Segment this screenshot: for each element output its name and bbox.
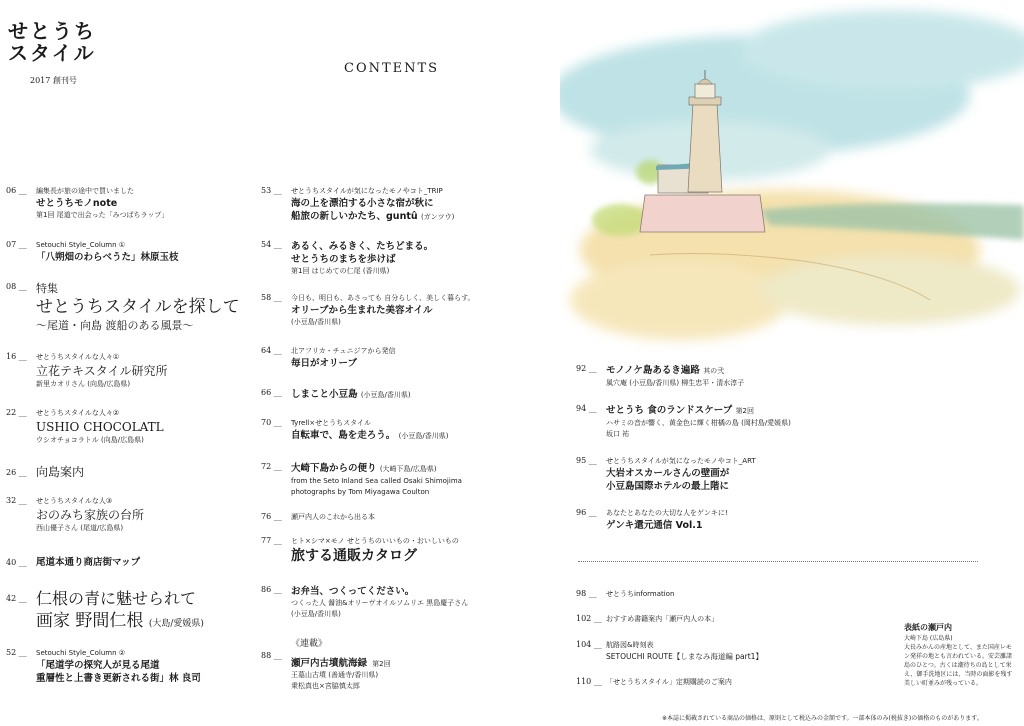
page-number: 77 __ [261,536,282,545]
page-number: 104 __ [576,640,602,649]
entry-sub: 「せとうちスタイル」定期購読のご案内 [606,678,732,686]
entry-sub: 今日も、明日も、あさっても 自分らしく、美しく暮らす。 [291,294,475,302]
page-number: 86 __ [261,585,282,594]
section-divider [578,561,978,562]
entry-note-2: 坂口 祐 [606,430,630,438]
entry-title: 向島案内 [36,465,85,479]
price-footnote: ※本誌に掲載されている商品の価格は、原則として税込みの金額です。一部本体のみ(税抜き)の価格のものがあります。 [662,715,983,722]
entry-note-2: photographs by Tom Miyagawa Coulton [291,488,430,496]
logo-line-2: スタイル [8,41,96,65]
entry-sub: Setouchi Style_Column ① [36,241,126,249]
page-number: 32 __ [6,496,27,505]
toc-entry[interactable] [6,496,145,534]
entry-title: モノノケ島あるき遍路 [606,365,700,376]
cover-note-title: 表紙の瀬戸内 [904,623,952,632]
entry-title-2: 船旅の新しいかたち、guntû [291,211,418,222]
entry-sub: 北アフリカ・チュニジアから発信 [291,347,396,355]
entry-title: しまこと小豆島 [291,389,358,400]
entry-note: 第1回 はじめての仁尾 (香川県) [291,267,390,275]
entry-title: 毎日がオリーブ [291,358,358,369]
entry-title-note: 其の弐 [703,367,725,375]
entry-title: 「八朔畑のわらべうた」林原玉枝 [36,252,179,263]
page-number: 06 __ [6,186,27,195]
toc-entry[interactable] [6,464,85,480]
page-number: 76 __ [261,512,282,521]
toc-entry[interactable] [576,677,732,688]
toc-entry[interactable] [6,556,141,569]
page-number: 96 __ [576,508,597,517]
lighthouse-illustration [560,0,1024,360]
entry-title-note: (大崎下島/広島県) [379,465,437,473]
page-number: 88 __ [261,651,282,660]
toc-entry[interactable] [6,648,201,685]
entry-title: 瀬戸内古墳航海録 [291,658,368,669]
toc-entry[interactable] [576,404,791,440]
toc-entry[interactable] [261,536,459,565]
page-number: 58 __ [261,293,282,302]
entry-sub: せとうちスタイルが気になったモノやコト_TRIP [291,187,443,195]
entry-note: ハサミの音が響く、黄金色に輝く柑橘の島 (岡村島/愛媛県) [606,419,791,427]
page-number: 54 __ [261,240,282,249]
entry-title: 海の上を漂泊する小さな宿が秋に [291,198,434,209]
entry-sub: せとうちinformation [606,590,675,598]
page-number: 92 __ [576,364,597,373]
toc-entry[interactable] [6,408,164,446]
page-number: 98 __ [576,589,597,598]
toc-entry[interactable] [576,456,756,493]
entry-title: USHIO CHOCOLATL [36,420,164,434]
toc-entry[interactable] [261,388,411,402]
entry-title: SETOUCHI ROUTE【しまなみ海道編 part1】 [606,652,763,661]
entry-note: 第1回 尾道で出会った「みつばちラップ」 [36,211,169,219]
entry-note: 風穴庵 (小豆島/香川県) 柳生忠平・清水淳子 [606,379,745,387]
entry-title: せとうちスタイルを探して [36,297,240,317]
page-number: 94 __ [576,404,597,413]
entry-sub: せとうちスタイルな人々② [36,409,120,417]
entry-title: おのみち家族の台所 [36,508,145,522]
page-number: 07 __ [6,240,27,249]
entry-title: 「尾道学の探究人が見る尾道 [36,660,160,671]
page-number: 22 __ [6,408,27,417]
entry-note: 王墓山古墳 (善通寺/香川県) [291,671,379,679]
cover-note-text: 大崎下島 (広島県) 大長みかんの産地として、また国産レモン発祥の地とも言われている。安芸灘諸島のひとつ。古くは潮待ちの島として栄え、御手洗地区には、当時の面影を残す美しい町並みが残っている。 [904,635,1013,687]
toc-entry[interactable] [261,293,475,328]
entry-title: 尾道本通り商店街マップ [36,557,141,568]
entry-note: 西山優子さん (尾道/広島県) [36,524,124,532]
page-number: 102 __ [576,614,602,623]
entry-note: from the Seto Inland Sea called Osaki Shimojima [291,477,462,485]
toc-entry[interactable] [261,638,391,692]
toc-entry[interactable] [261,240,434,277]
toc-entry[interactable] [261,346,396,370]
entry-note-2: (小豆島/香川県) [291,610,341,618]
entry-sub: ヒト×シマ×モノ せとうちのいいもの・おいしいもの [291,537,459,545]
toc-entry[interactable] [261,186,455,224]
toc-entry[interactable] [6,352,168,390]
entry-title: 旅する通販カタログ [291,548,417,564]
toc-entry[interactable] [261,512,375,523]
page-number: 52 __ [6,648,27,657]
page-number: 08 __ [6,282,27,291]
entry-title-note: (小豆島/香川県) [360,391,411,399]
entry-title-2: 小豆島国際ホテルの最上階に [606,481,730,492]
entry-note: 〜尾道・向島 渡船のある風景〜 [36,319,194,332]
toc-entry[interactable] [576,589,675,600]
page-number: 110 __ [576,677,602,686]
entry-sub: おすすめ書籍案内「瀬戸内人の本」 [606,615,719,623]
toc-entry[interactable] [576,508,728,532]
entry-title: 大岩オスカールさんの壁画が [606,468,730,479]
entry-title-note: (小豆島/香川県) [398,432,449,440]
toc-entry-feature[interactable] [6,282,240,334]
contents-title: CONTENTS [344,61,440,76]
entry-sub: あなたとあなたの大切な人をゲンキに! [606,509,728,517]
entry-sub: Tyrell×せとうちスタイル [291,419,371,427]
entry-title: 立花テキスタイル研究所 [36,364,168,378]
entry-note: 新里カオリさん (向島/広島県) [36,380,131,388]
entry-title: せとうちモノnote [36,198,118,209]
entry-sub: 航路図&時刻表 [606,641,654,649]
toc-entry[interactable] [6,186,169,221]
entry-sub: 特集 [36,282,58,295]
entry-sub: せとうちスタイルが気になったモノやコト_ART [606,457,756,465]
entry-title-2-note: (大島/愛媛県) [148,619,204,629]
entry-sub: 瀬戸内人のこれから出る本 [291,513,375,521]
logo-line-1: せとうち [8,19,96,43]
page-number: 66 __ [261,388,282,397]
entry-title-2: 重層性と上書き更新される街」林 良司 [36,673,201,684]
entry-title: 自転車で、島を走ろう。 [291,430,396,441]
entry-sub: せとうちスタイルな人③ [36,497,113,505]
entry-sub: 編集長が旅の途中で買いました [36,187,134,195]
entry-note: (小豆島/香川県) [291,318,341,326]
entry-title: あるく、みるきく、たちどまる。 [291,241,434,252]
entry-title: お弁当、つくってください。 [291,586,415,597]
entry-title-2: 画家 野間仁根 [36,611,144,631]
page-number: 70 __ [261,418,282,427]
toc-entry[interactable] [261,462,462,498]
entry-title-2-note: (ガンツウ) [420,213,455,221]
entry-title: オリーブから生まれた美容オイル [291,305,433,316]
entry-title-note: 第2回 [735,407,755,415]
entry-title: 仁根の青に魅せられて [36,589,197,608]
entry-sub: せとうちスタイルな人々① [36,353,120,361]
page-number: 72 __ [261,462,282,471]
page-number: 16 __ [6,352,27,361]
entry-title: せとうち 食のランドスケープ [606,405,733,416]
page-number: 40 __ [6,558,27,567]
toc-entry[interactable] [576,364,745,389]
entry-note-2: 乗松真也×宮脇慎太郎 [291,682,360,690]
issue-label: 2017 創刊号 [30,76,77,85]
toc-entry[interactable] [261,585,469,620]
entry-pre: 《連載》 [291,639,328,649]
entry-title-note: 第2回 [372,660,391,668]
entry-note: つくった人 醤油&オリーヴオイルソムリエ 黒島慶子さん [291,599,469,607]
entry-note: ウシオチョコラトル (向島/広島県) [36,436,144,444]
page-number: 64 __ [261,346,282,355]
toc-entry[interactable] [6,240,179,264]
entry-sub: Setouchi Style_Column ② [36,649,126,657]
page-number: 53 __ [261,186,282,195]
toc-entry[interactable] [6,588,204,632]
entry-title-2: せとうちのまちを歩けば [291,254,396,265]
toc-entry[interactable] [576,640,763,662]
page-number: 26 __ [6,468,27,477]
entry-title: 大崎下島からの便り [291,463,377,474]
magazine-logo [8,20,96,64]
entry-title: ゲンキ還元通信 Vol.1 [606,520,703,531]
toc-entry[interactable] [261,418,449,443]
page-number: 42 __ [6,594,27,603]
page-number: 95 __ [576,456,597,465]
toc-entry[interactable] [576,614,719,625]
